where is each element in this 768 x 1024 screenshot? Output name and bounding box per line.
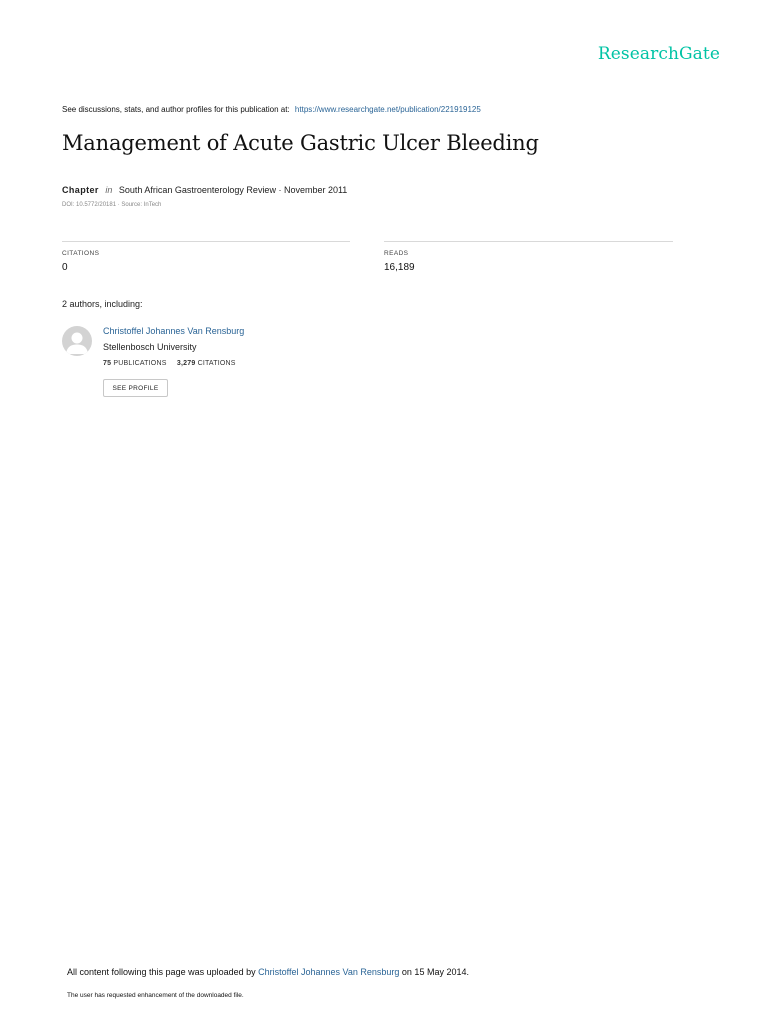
upload-prefix: All content following this page was uploaded by <box>67 967 256 977</box>
citations-label: CITATIONS <box>62 250 100 257</box>
upload-notice <box>67 967 469 977</box>
reads-value: 16,189 <box>384 262 415 273</box>
publication-type: Chapter <box>62 185 99 195</box>
author-citations-count: 3,279 <box>176 360 196 367</box>
author-citations-label: CITATIONS <box>197 360 236 367</box>
publication-meta <box>62 185 347 195</box>
discussion-line <box>62 105 481 114</box>
publication-title: Management of Acute Gastric Ulcer Bleeding <box>62 131 539 155</box>
discussion-text: See discussions, stats, and author profiles for this publication at: <box>62 105 290 114</box>
person-silhouette-icon <box>62 326 92 356</box>
in-word: in <box>105 185 113 195</box>
uploader-link[interactable]: Christoffel Johannes Van Rensburg <box>258 967 400 977</box>
author-publications-label: PUBLICATIONS <box>113 360 167 367</box>
author-name-link[interactable]: Christoffel Johannes Van Rensburg <box>103 326 245 336</box>
see-profile-button[interactable]: SEE PROFILE <box>103 379 168 397</box>
citations-value: 0 <box>62 262 68 273</box>
authors-heading: 2 authors, including: <box>62 299 143 309</box>
reads-divider <box>384 241 673 242</box>
avatar-icon[interactable] <box>62 326 92 356</box>
upload-suffix: on 15 May 2014. <box>401 967 469 977</box>
enhancement-note: The user has requested enhancement of the downloaded file. <box>67 992 244 999</box>
publication-venue: South African Gastroenterology Review · November 2011 <box>118 185 348 195</box>
author-publications-count: 75 <box>103 360 112 367</box>
researchgate-logo[interactable]: ResearchGate <box>597 44 720 64</box>
reads-label: READS <box>384 250 409 257</box>
author-stats <box>103 360 236 367</box>
author-institution: Stellenbosch University <box>103 342 197 352</box>
doi-source: DOI: 10.5772/20181 · Source: InTech <box>62 202 162 208</box>
publication-link[interactable]: https://www.researchgate.net/publication/221919125 <box>294 105 481 114</box>
citations-divider <box>62 241 350 242</box>
